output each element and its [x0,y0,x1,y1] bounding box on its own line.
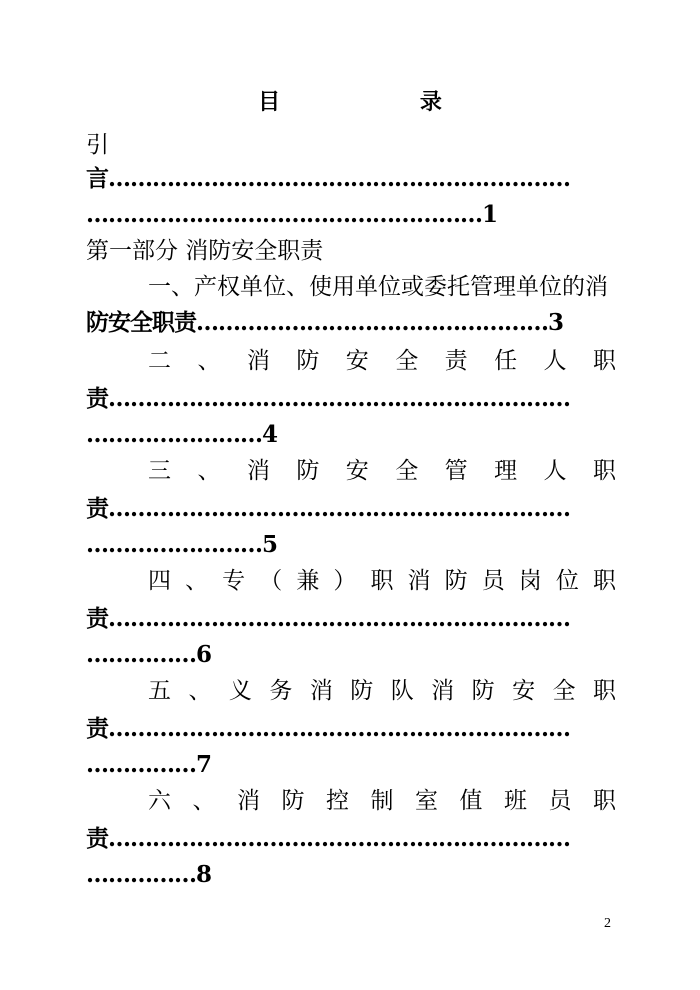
toc-char: 制 [370,788,394,814]
toc-entry-2-line3: ……………………4 [86,421,278,448]
toc-char: 消 [431,678,455,704]
toc-char: 责 [444,348,468,374]
toc-entry-4-line1 [148,566,616,596]
toc-char: 义 [228,678,252,704]
toc-char: 安 [345,348,369,374]
toc-char: 四 [148,568,171,594]
toc-char: 防 [281,788,305,814]
toc-char: 防 [471,678,495,704]
toc-char: 室 [415,788,438,814]
toc-char: 职 [370,568,394,594]
toc-char: 全 [395,458,419,484]
toc-char: 消 [246,458,270,484]
toc-char: 安 [512,678,536,704]
toc-char: 防 [350,678,374,704]
toc-entry-1-line2: 防安全职责…………………………………………3 [86,309,564,336]
toc-entry-5-line3: ……………7 [86,751,212,778]
toc-entry-3-line3: ……………………5 [86,531,278,558]
toc-char: 消 [237,788,260,814]
toc-char: 五 [148,678,171,704]
toc-entry-5-line1 [148,676,616,706]
toc-char: （ [259,568,283,594]
toc-char: 理 [494,458,518,484]
toc-char: 班 [504,788,527,814]
toc-char: 、 [185,568,209,594]
toc-char: 安 [345,458,369,484]
toc-entry-3-line1 [148,456,616,486]
toc-char: 六 [148,788,171,814]
toc-char: 职 [592,458,616,484]
toc-entry-3-line2: 责……………………………………………………… [86,495,570,522]
toc-char: 位 [555,568,579,594]
toc-entry-6-line3: ……………8 [86,861,212,888]
toc-char: 消 [309,678,333,704]
toc-char: 、 [197,348,221,374]
toc-entry-intro-line2: 言……………………………………………………… [86,165,570,192]
toc-char: 任 [494,348,518,374]
toc-char: 、 [192,788,216,814]
toc-char: 控 [326,788,349,814]
toc-char: ） [333,568,357,594]
toc-entry-2-line1 [148,346,616,376]
toc-char: 务 [269,678,293,704]
toc-entry-intro-line3: ………………………………………………1 [86,201,498,228]
toc-char: 、 [188,678,212,704]
page-number: 2 [604,916,611,931]
toc-char: 防 [296,348,320,374]
toc-entry-6-line2: 责……………………………………………………… [86,825,570,852]
toc-entry-1-line1: 一、产权单位、使用单位或委托管理单位的消 [148,274,608,300]
toc-entry-intro-line1: 引 [86,132,109,158]
toc-char: 、 [197,458,221,484]
toc-char: 全 [552,678,576,704]
toc-char: 人 [543,458,567,484]
toc-char: 人 [543,348,567,374]
toc-char: 值 [459,788,483,814]
toc-char: 专 [222,568,246,594]
toc-entry-4-line2: 责……………………………………………………… [86,605,570,632]
toc-entry-6-line1 [148,786,616,816]
toc-title: 目 录 [258,90,508,115]
toc-char: 三 [148,458,171,484]
toc-char: 管 [444,458,468,484]
toc-char: 防 [444,568,468,594]
toc-char: 职 [592,678,616,704]
toc-char: 员 [548,788,572,814]
toc-char: 消 [407,568,431,594]
toc-entry-5-line2: 责……………………………………………………… [86,715,570,742]
toc-char: 员 [481,568,505,594]
toc-entry-2-line2: 责……………………………………………………… [86,385,570,412]
toc-char: 职 [593,788,616,814]
toc-char: 二 [148,348,171,374]
toc-char: 职 [592,348,616,374]
toc-char: 防 [296,458,320,484]
toc-char: 兼 [296,568,320,594]
toc-section-heading: 第一部分 消防安全职责 [86,238,324,264]
toc-entry-4-line3: ……………6 [86,641,212,668]
toc-char: 全 [395,348,419,374]
toc-char: 职 [592,568,616,594]
toc-char: 岗 [518,568,542,594]
toc-char: 消 [246,348,270,374]
toc-char: 队 [390,678,414,704]
